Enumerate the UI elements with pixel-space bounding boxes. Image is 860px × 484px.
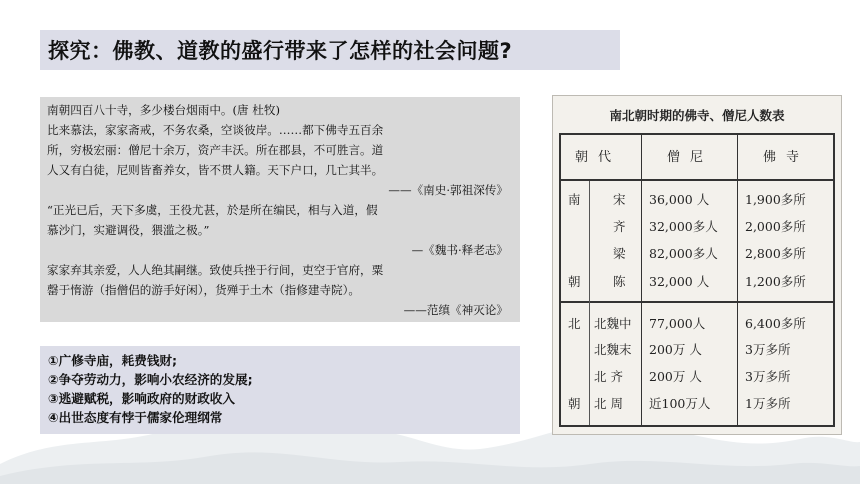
column-divider bbox=[589, 181, 590, 425]
dynasty-cell: 北 周 bbox=[594, 396, 623, 411]
temples-cell: 2,000多所 bbox=[745, 219, 806, 234]
quote-source: —《魏书·释老志》 bbox=[411, 243, 508, 257]
north-label: 北 bbox=[568, 316, 581, 331]
monks-cell: 近100万人 bbox=[649, 396, 711, 411]
monks-cell: 32,000多人 bbox=[649, 219, 718, 234]
quote-line: 罄于惰游（指僧侣的游手好闲），货殚于土木（指修建寺院）。 bbox=[47, 283, 361, 297]
header-temples: 佛寺 bbox=[763, 150, 810, 165]
quote-line: “正光已后，天下多虞，王役尤甚，於是所在编民，相与入道，假 bbox=[47, 203, 378, 217]
answer-item: ①广修寺庙，耗费钱财; bbox=[48, 353, 178, 368]
dynasty-cell: 陈 bbox=[613, 274, 626, 289]
column-divider bbox=[737, 135, 738, 425]
header-divider bbox=[561, 179, 833, 181]
dynasty-cell: 北魏末 bbox=[594, 342, 632, 357]
south-label: 南 bbox=[568, 192, 581, 207]
temples-cell: 2,800多所 bbox=[745, 246, 806, 261]
temples-cell: 1,900多所 bbox=[745, 192, 806, 207]
quote-source: ——《南史·郭祖深传》 bbox=[388, 183, 508, 197]
monks-cell: 82,000多人 bbox=[649, 246, 718, 261]
monks-cell: 200万 人 bbox=[649, 369, 702, 384]
dynasty-cell: 梁 bbox=[613, 246, 626, 261]
dynasty-cell: 齐 bbox=[613, 219, 626, 234]
statistics-table bbox=[559, 133, 835, 427]
answer-panel bbox=[40, 346, 520, 434]
south-label: 朝 bbox=[568, 274, 581, 289]
statistics-table-image bbox=[552, 95, 842, 435]
temples-cell: 3万多所 bbox=[745, 342, 791, 357]
column-divider bbox=[641, 135, 642, 425]
title-bar bbox=[40, 30, 620, 70]
page-title: 探究：佛教、道教的盛行带来了怎样的社会问题? bbox=[48, 39, 513, 63]
temples-cell: 1,200多所 bbox=[745, 274, 806, 289]
answer-item: ②争夺劳动力，影响小农经济的发展; bbox=[48, 372, 253, 387]
answer-item: ④出世态度有悖于儒家伦理纲常 bbox=[48, 410, 223, 425]
section-divider bbox=[561, 301, 833, 303]
quote-source: ——范缜《神灭论》 bbox=[403, 303, 508, 317]
temples-cell: 6,400多所 bbox=[745, 316, 806, 331]
monks-cell: 36,000 人 bbox=[649, 192, 710, 207]
temples-cell: 3万多所 bbox=[745, 369, 791, 384]
dynasty-cell: 北魏中 bbox=[594, 316, 632, 331]
monks-cell: 32,000 人 bbox=[649, 274, 710, 289]
quote-line: 慕沙门，实避调役，猥滥之极。” bbox=[47, 223, 210, 237]
north-label: 朝 bbox=[568, 396, 581, 411]
quote-panel bbox=[40, 97, 520, 322]
answer-item: ③逃避赋税，影响政府的财政收入 bbox=[48, 391, 235, 406]
quote-line: 比来慕法，家家斋戒，不务农桑，空谈彼岸。……都下佛寺五百余 bbox=[47, 123, 384, 137]
monks-cell: 200万 人 bbox=[649, 342, 702, 357]
monks-cell: 77,000人 bbox=[649, 316, 706, 331]
dynasty-cell: 宋 bbox=[613, 192, 626, 207]
header-monks: 僧尼 bbox=[667, 150, 714, 165]
quote-line: 家家弃其亲爱，人人绝其嗣继。致使兵挫于行间，吏空于官府，粟 bbox=[47, 263, 384, 277]
table-title: 南北朝时期的佛寺、僧尼人数表 bbox=[609, 108, 785, 123]
header-dynasty: 朝代 bbox=[575, 150, 622, 165]
temples-cell: 1万多所 bbox=[745, 396, 791, 411]
quote-line: 所，穷极宏丽：僧尼十余万，资产丰沃。所在郡县，不可胜言。道 bbox=[47, 143, 384, 157]
quote-line: 南朝四百八十寺，多少楼台烟雨中。(唐 杜牧) bbox=[47, 103, 281, 117]
quote-line: 人又有白徒，尼则皆畜养女，皆不贯人籍。天下户口，几亡其半。 bbox=[47, 163, 384, 177]
dynasty-cell: 北 齐 bbox=[594, 369, 623, 384]
